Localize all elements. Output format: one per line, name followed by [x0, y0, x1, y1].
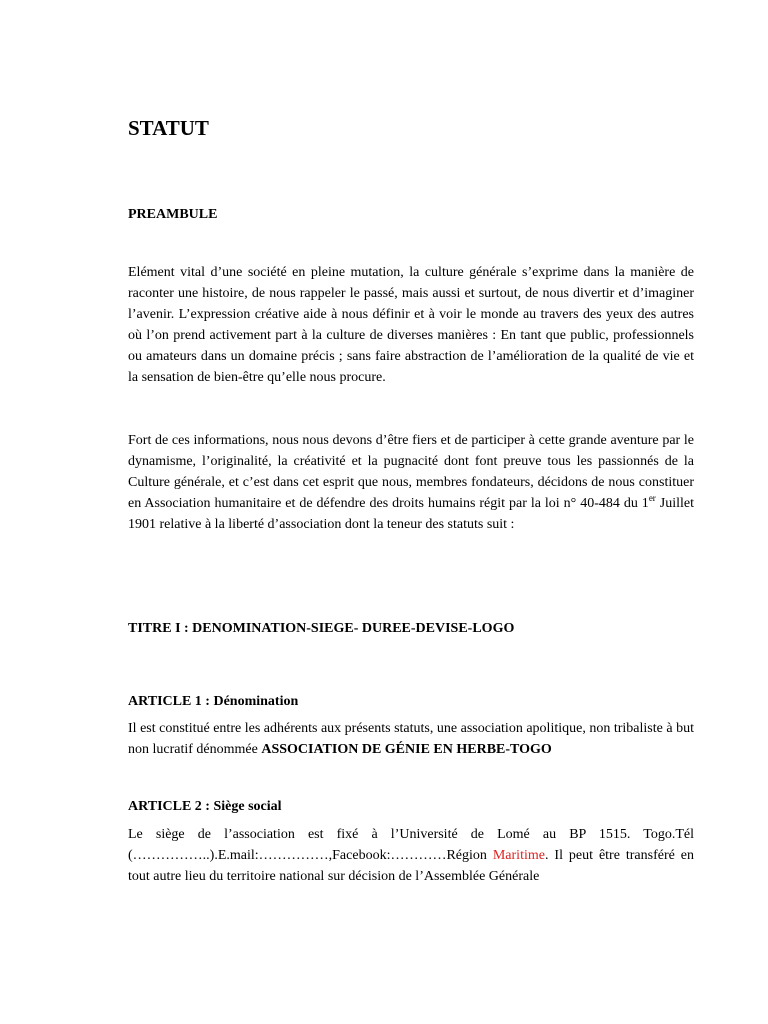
- association-name: ASSOCIATION DE GÉNIE EN HERBE-TOGO: [261, 742, 552, 757]
- preambule-paragraph-2-superscript: er: [648, 493, 656, 503]
- preambule-paragraph-2-text-b: Juillet 1901 relative à la liberté d’association dont la teneur des statuts suit :: [128, 496, 694, 532]
- article-2-text-a: Le siège de l’association est fixé à l’Université de Lomé au BP 1515. Togo.Tél (……………..).E.mail:……………,Facebook:…………Région: [128, 827, 694, 863]
- titre-1-heading: TITRE I : DENOMINATION-SIEGE- DUREE-DEVISE-LOGO: [128, 621, 515, 636]
- region-maritime: Maritime: [492, 848, 545, 863]
- preambule-paragraph-2: [128, 430, 694, 535]
- article-2-heading: ARTICLE 2 : Siège social: [128, 799, 282, 814]
- preambule-paragraph-2-text-a: Fort de ces informations, nous nous devons d’être fiers et de participer à cette grande aventure par le dynamisme, l’originalité, la créativité et la pugnacité dont font preuve tous les passionnés de la Culture générale, et c’est dans cet esprit que nous, membres fondateurs, décidons de nous constituer en Association humanitaire et de défendre des droits humains régit par la loi n° 40-484 du 1: [128, 433, 694, 511]
- preambule-paragraph-1: Elément vital d’une société en pleine mutation, la culture générale s’exprime dans la manière de raconter une histoire, de nous rappeler le passé, mais aussi et surtout, de nous divertir et d’imaginer l’avenir. L’expression créative aide à nous définir et à voir le monde au travers des yeux des autres où l’on prend activement part à la culture de diverses manières : En tant que public, professionnels ou amateurs dans un domaine précis ; sans faire abstraction de l’amélioration de la qualité de vie et la sensation de bien-être qu’elle nous procure.: [128, 265, 694, 385]
- article-1-text: Il est constitué entre les adhérents aux présents statuts, une association apolitique, non tribaliste à but non lucratif dénommée: [128, 721, 694, 757]
- article-2-paragraph: [128, 824, 694, 887]
- preambule-heading: PREAMBULE: [128, 207, 218, 222]
- article-1-heading: ARTICLE 1 : Dénomination: [128, 694, 299, 709]
- article-2-text-b: . Il peut être transféré en tout autre lieu du territoire national sur décision de l’Assemblée Générale: [128, 848, 694, 884]
- document-title: STATUT: [128, 116, 209, 140]
- article-1-paragraph: [128, 718, 694, 760]
